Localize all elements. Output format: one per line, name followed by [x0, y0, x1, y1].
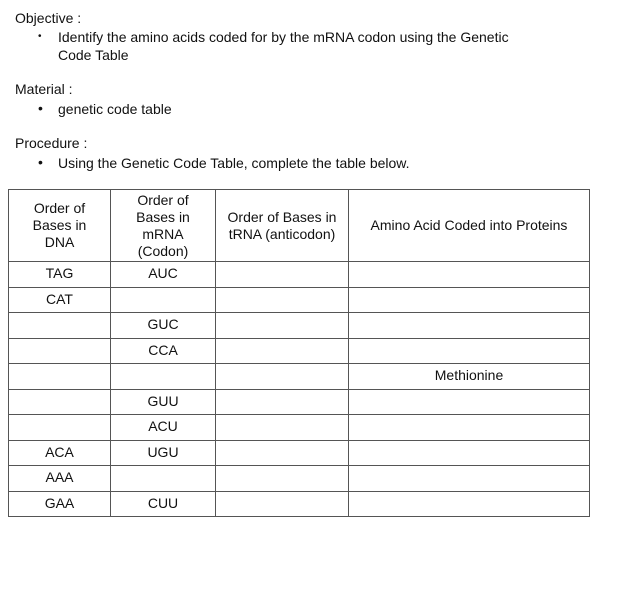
table-row	[9, 262, 590, 288]
cell-mrna: GUC	[111, 313, 216, 339]
table-row	[9, 313, 590, 339]
cell-amino-acid	[349, 287, 590, 313]
cell-mrna: UGU	[111, 440, 216, 466]
objective-heading: Objective :	[15, 10, 82, 26]
table-row	[9, 466, 590, 492]
cell-mrna: AUC	[111, 262, 216, 288]
table-header-row	[9, 190, 590, 262]
material-heading: Material :	[15, 81, 73, 97]
cell-trna	[216, 389, 349, 415]
cell-amino-acid	[349, 338, 590, 364]
cell-dna	[9, 415, 111, 441]
cell-trna	[216, 466, 349, 492]
cell-dna: ACA	[9, 440, 111, 466]
table-row	[9, 491, 590, 517]
cell-trna	[216, 491, 349, 517]
table-row	[9, 364, 590, 390]
cell-mrna: ACU	[111, 415, 216, 441]
cell-trna	[216, 262, 349, 288]
cell-amino-acid	[349, 440, 590, 466]
table-row	[9, 415, 590, 441]
objective-text-line-2: Code Table	[58, 47, 129, 63]
bullet-icon: •	[38, 31, 42, 42]
cell-amino-acid	[349, 313, 590, 339]
header-amino-acid: Amino Acid Coded into Proteins	[349, 190, 590, 262]
cell-trna	[216, 364, 349, 390]
table-row	[9, 440, 590, 466]
cell-amino-acid	[349, 415, 590, 441]
cell-dna: GAA	[9, 491, 111, 517]
cell-trna	[216, 313, 349, 339]
bullet-icon: •	[38, 154, 43, 170]
cell-amino-acid	[349, 491, 590, 517]
cell-dna	[9, 364, 111, 390]
cell-trna	[216, 338, 349, 364]
cell-trna	[216, 287, 349, 313]
material-text: genetic code table	[58, 101, 172, 117]
cell-dna	[9, 389, 111, 415]
table-row	[9, 338, 590, 364]
procedure-heading: Procedure :	[15, 135, 88, 151]
cell-mrna	[111, 466, 216, 492]
cell-mrna: CUU	[111, 491, 216, 517]
header-trna: Order of Bases in tRNA (anticodon)	[216, 190, 349, 262]
cell-amino-acid	[349, 389, 590, 415]
cell-amino-acid	[349, 466, 590, 492]
material-bullet	[38, 100, 172, 118]
cell-amino-acid: Methionine	[349, 364, 590, 390]
header-dna: Order of Bases in DNA	[9, 190, 111, 262]
cell-mrna	[111, 287, 216, 313]
cell-dna: AAA	[9, 466, 111, 492]
cell-dna	[9, 313, 111, 339]
cell-mrna: GUU	[111, 389, 216, 415]
table-row	[9, 389, 590, 415]
header-mrna: Order of Bases in mRNA (Codon)	[111, 190, 216, 262]
cell-dna: TAG	[9, 262, 111, 288]
objective-text-line-1: Identify the amino acids coded for by the mRNA codon using the Genetic	[58, 29, 509, 45]
cell-mrna	[111, 364, 216, 390]
procedure-bullet	[38, 154, 410, 172]
cell-dna: CAT	[9, 287, 111, 313]
procedure-text: Using the Genetic Code Table, complete the table below.	[58, 155, 410, 171]
table-row	[9, 287, 590, 313]
objective-bullet	[38, 28, 509, 64]
cell-trna	[216, 440, 349, 466]
cell-dna	[9, 338, 111, 364]
genetic-code-table	[8, 189, 590, 517]
bullet-icon: •	[38, 100, 43, 116]
cell-trna	[216, 415, 349, 441]
cell-mrna: CCA	[111, 338, 216, 364]
cell-amino-acid	[349, 262, 590, 288]
